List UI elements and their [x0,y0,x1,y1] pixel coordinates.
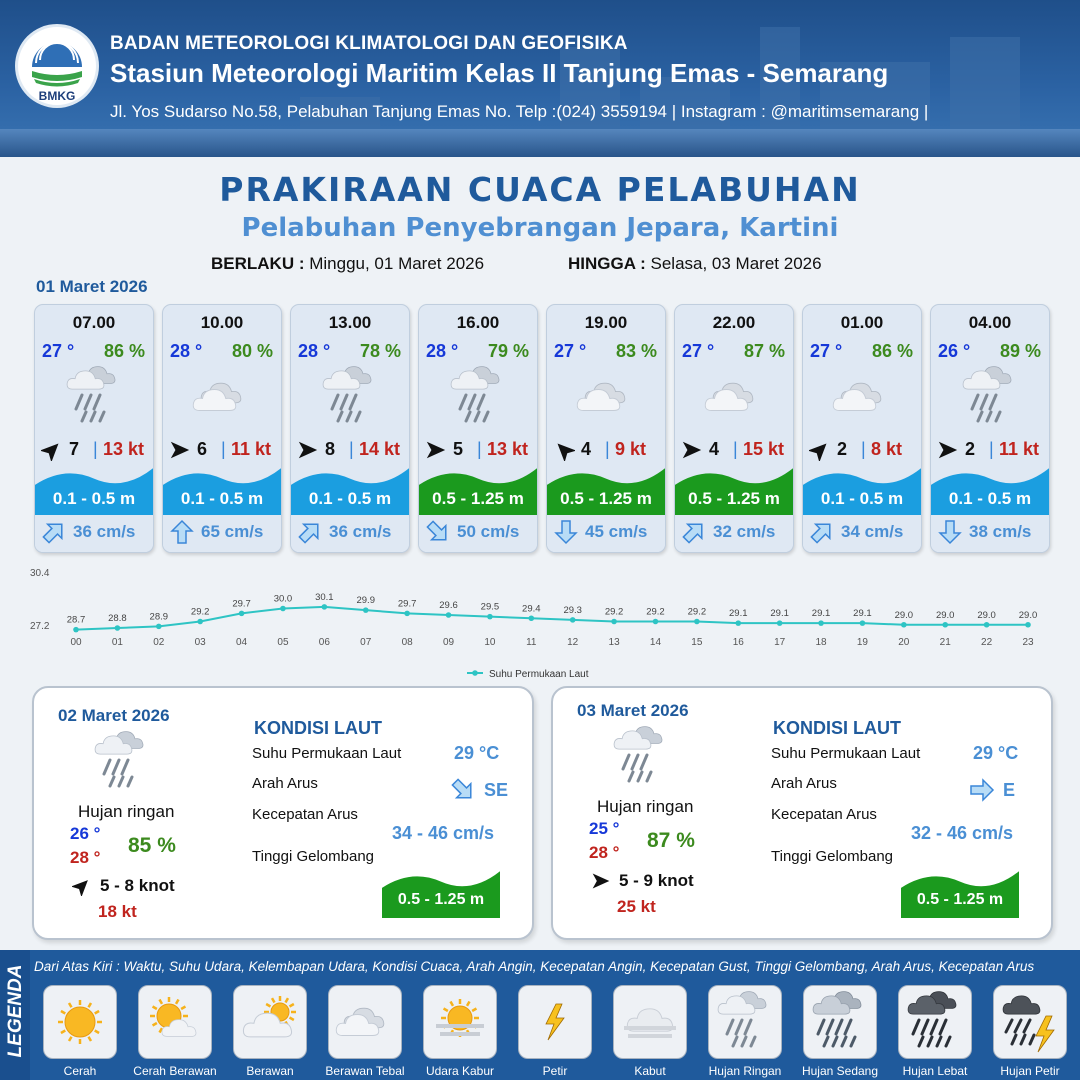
sst-value-label: 29.3 [563,604,582,616]
current-speed-label: Kecepatan Arus [252,806,358,823]
card-current-speed: 36 cm/s [329,522,392,541]
x-tick-label: 22 [981,637,993,648]
sst-value-label: 30.1 [315,591,334,603]
hujan-ringan-icon [441,363,515,431]
card-current-speed: 34 cm/s [841,522,904,541]
sst-point [322,604,328,610]
card-gust: 13 kt [487,439,529,459]
x-tick-label: 18 [815,637,827,648]
sst-point [73,627,79,633]
forecast-card [290,304,410,553]
kondisi-laut-heading: KONDISI LAUT [773,718,901,738]
sst-value-label: 29.2 [646,606,665,618]
sst-point [156,624,162,630]
valid-to [568,254,822,274]
day-panel-1 [32,686,534,940]
forecast-card [34,304,154,553]
sst-point [115,625,121,631]
berawan-tebal-icon [825,363,899,431]
kondisi-laut-heading: KONDISI LAUT [254,718,382,738]
card-wind-speed: 6 [197,439,208,459]
sst-point [239,611,245,617]
card-temperature: 26 ° [938,341,971,361]
hujan-ringan-icon [605,721,677,798]
sst-value-label: 29.1 [853,608,872,620]
sst-point [735,620,741,626]
forecast-card [418,304,538,553]
sst-point [197,619,203,625]
sst-value-label: 29.0 [894,609,914,621]
card-humidity: 78 % [359,341,401,361]
card-temperature: 27 ° [554,341,587,361]
forecast-card [674,304,794,553]
panel-wave-height: 0.5 - 1.25 m [916,891,1004,908]
card-separator: | [989,439,994,459]
current-speed-value: 32 - 46 cm/s [911,823,1014,843]
sst-chart [30,560,1060,690]
day-panel-2 [551,686,1053,940]
card-current-speed: 32 cm/s [713,522,776,541]
sst-point [570,617,576,623]
legend-item-label: Hujan Petir [1000,1064,1060,1078]
sst-point [653,619,659,625]
legend-item [420,985,500,1059]
legend-item [135,985,215,1059]
panel-condition: Hujan ringan [597,797,694,816]
sst-point [694,619,700,625]
current-speed-value: 34 - 46 cm/s [392,823,495,843]
legend-item-label: Berawan [246,1064,294,1078]
card-humidity: 89 % [999,341,1041,361]
wave-height-label: Tinggi Gelombang [771,848,894,865]
legend-item [515,985,595,1059]
card-current-speed: 36 cm/s [73,522,136,541]
sst-value-label: 29.0 [935,609,955,621]
sst-value-label: 28.8 [108,613,127,624]
card-humidity: 80 % [231,341,273,361]
sst-point [363,607,369,613]
wave-height-label: Tinggi Gelombang [252,848,375,865]
card-wave-height: 0.1 - 0.5 m [308,489,392,508]
legend-item [230,985,310,1059]
x-tick-label: 07 [360,637,372,648]
x-tick-label: 05 [277,637,289,648]
card-wave-height: 0.1 - 0.5 m [52,489,136,508]
x-tick-label: 08 [401,637,413,648]
wind-direction-icon [169,439,191,461]
x-tick-label: 23 [1022,637,1034,648]
valid-to-label: HINGGA : [568,254,646,273]
wind-direction-icon [809,439,831,461]
logo-text: BMKG [38,89,76,103]
legend-item-label: Hujan Sedang [801,1064,879,1078]
x-tick-label: 13 [608,637,620,648]
current-direction-icon [297,519,323,545]
current-direction-label: Arah Arus [771,775,837,792]
sst-value-label: 29.2 [687,606,707,618]
x-tick-label: 02 [153,637,165,648]
sst-point [487,614,493,620]
valid-from [211,254,484,274]
card-gust: 14 kt [359,439,401,459]
sst-value-label: 29.1 [729,608,748,620]
sst-point [446,612,452,618]
card-current-speed: 38 cm/s [969,522,1032,541]
sst-value-label: 29.1 [811,608,831,620]
hujan-ringan-icon [313,363,387,431]
x-tick-label: 03 [194,637,206,648]
cerah-berawan-icon [138,985,212,1059]
current-direction-label: Arah Arus [252,775,318,792]
hujan-ringan-icon [708,985,782,1059]
y-tick-label: 27.2 [30,621,50,632]
card-time: 22.00 [712,313,756,332]
card-time: 16.00 [456,313,500,332]
station-address: Jl. Yos Sudarso No.58, Pelabuhan Tanjung Emas No. Telp :(024) 3559194 | Instagram : @maritimsemarang | [110,102,929,121]
legend-item-label: Berawan Tebal [325,1064,405,1078]
x-tick-label: 11 [526,637,537,648]
card-wind-speed: 7 [69,439,80,459]
legend-item-label: Petir [542,1064,568,1078]
current-direction-value: E [1003,780,1016,800]
sst-point [984,622,990,628]
sst-point [901,622,907,628]
current-direction-value: SE [484,780,509,800]
current-direction-icon [809,519,835,545]
sst-value-label: 29.2 [604,606,624,618]
card-current-speed: 65 cm/s [201,522,264,541]
forecast-card [162,304,282,553]
current-direction-icon [41,519,67,545]
forecast-card [930,304,1050,553]
x-tick-label: 19 [856,637,868,648]
wind-direction-icon [425,439,447,461]
sst-point [1025,622,1031,628]
legend-item [705,985,785,1059]
card-humidity: 79 % [487,341,529,361]
page-title: PRAKIRAAN CUACA PELABUHAN [219,170,861,209]
card-time: 04.00 [968,313,1012,332]
berawan-tebal-icon [697,363,771,431]
card-wind-speed: 4 [709,439,720,459]
sst-point [529,615,535,621]
wind-direction-icon [72,876,92,901]
current-direction-icon [681,519,707,545]
card-wave-height: 0.5 - 1.25 m [432,489,524,508]
legend-item-label: Udara Kabur [425,1064,495,1078]
panel-temp-min: 25 ° [589,819,620,838]
card-gust: 11 kt [231,439,272,459]
forecast-card [546,304,666,553]
card-separator: | [93,439,98,459]
port-name: Pelabuhan Penyebrangan Jepara, Kartini [241,213,839,243]
berawan-tebal-icon [569,363,643,431]
sst-point [942,622,948,628]
x-tick-label: 04 [236,637,248,648]
wind-direction-icon [297,439,319,461]
card-humidity: 86 % [871,341,913,361]
panel-wave-height: 0.5 - 1.25 m [397,891,485,908]
x-tick-label: 15 [691,637,703,648]
hujan-ringan-icon [953,363,1027,431]
panel-date: 03 Maret 2026 [577,701,689,720]
card-gust: 8 kt [871,439,903,459]
card-wind-speed: 8 [325,439,336,459]
card-wind-speed: 2 [965,439,976,459]
station-name: Stasiun Meteorologi Maritim Kelas II Tanjung Emas - Semarang [110,58,889,88]
wind-direction-icon [681,439,703,461]
current-direction-icon [937,519,963,545]
sst-value-label: 29.7 [232,598,251,610]
x-tick-label: 06 [318,637,330,648]
legend-item-label: Kabut [634,1064,666,1078]
sst-value-label: 29.0 [977,609,996,621]
card-wind-speed: 5 [453,439,464,459]
legend-item [325,985,405,1059]
sst-point [860,620,866,626]
chart-legend-dot [472,670,478,676]
card-wind-speed: 2 [837,439,848,459]
kabut-icon [613,985,687,1059]
legend-description: Dari Atas Kiri : Waktu, Suhu Udara, Kelembapan Udara, Kondisi Cuaca, Arah Angin, Kecepatan Angin, Kecepatan Gust, Tinggi Gelombang, Arah Arus, Kecepatan Arus [34,959,1035,974]
card-temperature: 28 ° [426,341,459,361]
sst-label: Suhu Permukaan Laut [771,745,921,762]
berawan-tebal-icon [185,363,259,431]
x-tick-label: 09 [442,637,455,648]
valid-to-value: Selasa, 03 Maret 2026 [650,254,822,273]
x-tick-label: 14 [649,637,662,648]
udara-kabur-icon [423,985,497,1059]
x-tick-label: 20 [898,637,910,648]
legend-item-label: Hujan Lebat [902,1064,968,1078]
card-gust: 11 kt [999,439,1040,459]
wind-direction-icon [553,439,575,461]
sst-value-label: 29.4 [522,603,541,615]
x-tick-label: 16 [732,637,744,648]
card-wave-height: 0.5 - 1.25 m [688,489,780,508]
sst-value: 29 °C [454,743,500,763]
hujan-ringan-icon [57,363,131,431]
card-humidity: 87 % [743,341,785,361]
sst-point [404,611,410,617]
sst-value-label: 28.7 [66,614,86,626]
legend-item [610,985,690,1059]
bmkg-logo [18,27,96,105]
panel-gust: 25 kt [617,897,656,916]
card-temperature: 27 ° [682,341,715,361]
cerah-icon [43,985,117,1059]
panel-wind-speed: 5 - 8 knot [100,876,175,895]
sst-value-label: 29.2 [190,606,210,618]
card-time: 07.00 [72,313,116,332]
card-time: 13.00 [328,313,372,332]
panel-gust: 18 kt [98,902,137,921]
card-time: 10.00 [200,313,244,332]
legend-title: LEGENDA [5,964,26,1058]
card-wave-height: 0.1 - 0.5 m [820,489,904,508]
card-wind-speed: 4 [581,439,592,459]
agency-name: BADAN METEOROLOGI KLIMATOLOGI DAN GEOFISIKA [110,33,628,54]
card-humidity: 86 % [103,341,145,361]
valid-from-label: BERLAKU : [211,254,305,273]
panel-wind-speed: 5 - 9 knot [619,871,694,890]
legend-item-label: Hujan Ringan [708,1064,782,1078]
card-temperature: 27 ° [42,341,75,361]
legend-item [40,985,120,1059]
petir-icon [518,985,592,1059]
hujan-lebat-icon [898,985,972,1059]
x-tick-label: 00 [70,637,82,648]
x-tick-label: 01 [111,637,123,648]
wind-direction-icon [41,439,63,461]
card-temperature: 27 ° [810,341,843,361]
legend-item [990,985,1070,1059]
card-gust: 9 kt [615,439,647,459]
panel-humidity: 87 % [647,829,695,852]
card-wave-height: 0.5 - 1.25 m [560,489,652,508]
hujan-ringan-icon [86,726,158,803]
berawan-icon [233,985,307,1059]
hujan-petir-icon [993,985,1067,1059]
card-temperature: 28 ° [298,341,331,361]
forecast-card [802,304,922,553]
panel-humidity: 85 % [128,834,176,857]
wind-direction-icon [591,871,611,896]
sst-value-label: 29.5 [480,601,500,613]
card-separator: | [861,439,866,459]
panel-date: 02 Maret 2026 [58,706,170,725]
card-current-speed: 50 cm/s [457,522,520,541]
card-humidity: 83 % [615,341,657,361]
card-gust: 15 kt [743,439,785,459]
card-time: 19.00 [584,313,628,332]
panel-temp-max: 28 ° [589,843,620,862]
current-speed-label: Kecepatan Arus [771,806,877,823]
y-tick-label: 30.4 [30,568,50,579]
current-direction-icon [425,519,451,545]
current-direction-icon [969,777,995,808]
card-separator: | [733,439,738,459]
sst-point [280,606,286,612]
sst-value-label: 29.9 [356,595,375,607]
sst-value-label: 29.0 [1018,609,1038,621]
chart-legend-label: Suhu Permukaan Laut [489,669,589,680]
card-time: 01.00 [840,313,884,332]
sst-value-label: 29.7 [397,598,417,610]
card-separator: | [477,439,482,459]
day1-date: 01 Maret 2026 [36,277,148,296]
hujan-sedang-icon [803,985,877,1059]
sst-value: 29 °C [973,743,1019,763]
card-wave-height: 0.1 - 0.5 m [948,489,1032,508]
card-gust: 13 kt [103,439,145,459]
sst-value-label: 30.0 [273,593,293,605]
berawan-tebal-icon [328,985,402,1059]
current-direction-icon [450,777,476,808]
sst-label: Suhu Permukaan Laut [252,745,402,762]
valid-from-value: Minggu, 01 Maret 2026 [309,254,485,273]
x-tick-label: 12 [567,637,579,648]
sst-point [777,620,783,626]
sst-value-label: 29.6 [439,600,458,611]
current-direction-icon [169,519,195,545]
sst-value-label: 29.1 [770,608,789,620]
legend-item-label: Cerah Berawan [133,1064,217,1078]
x-tick-label: 10 [484,637,496,648]
card-wave-height: 0.1 - 0.5 m [180,489,264,508]
legend-item-label: Cerah [63,1064,97,1078]
legend-item [895,985,975,1059]
sst-value-label: 28.9 [149,611,169,623]
current-direction-icon [553,519,579,545]
x-tick-label: 17 [774,637,786,648]
sst-point [818,620,824,626]
x-tick-label: 21 [939,637,951,648]
sst-point [611,619,617,625]
wind-direction-icon [937,439,959,461]
card-temperature: 28 ° [170,341,203,361]
card-current-speed: 45 cm/s [585,522,648,541]
panel-condition: Hujan ringan [78,802,175,821]
legend-item [800,985,880,1059]
card-separator: | [221,439,226,459]
card-separator: | [349,439,354,459]
panel-temp-min: 26 ° [70,824,101,843]
card-separator: | [605,439,610,459]
panel-temp-max: 28 ° [70,848,101,867]
